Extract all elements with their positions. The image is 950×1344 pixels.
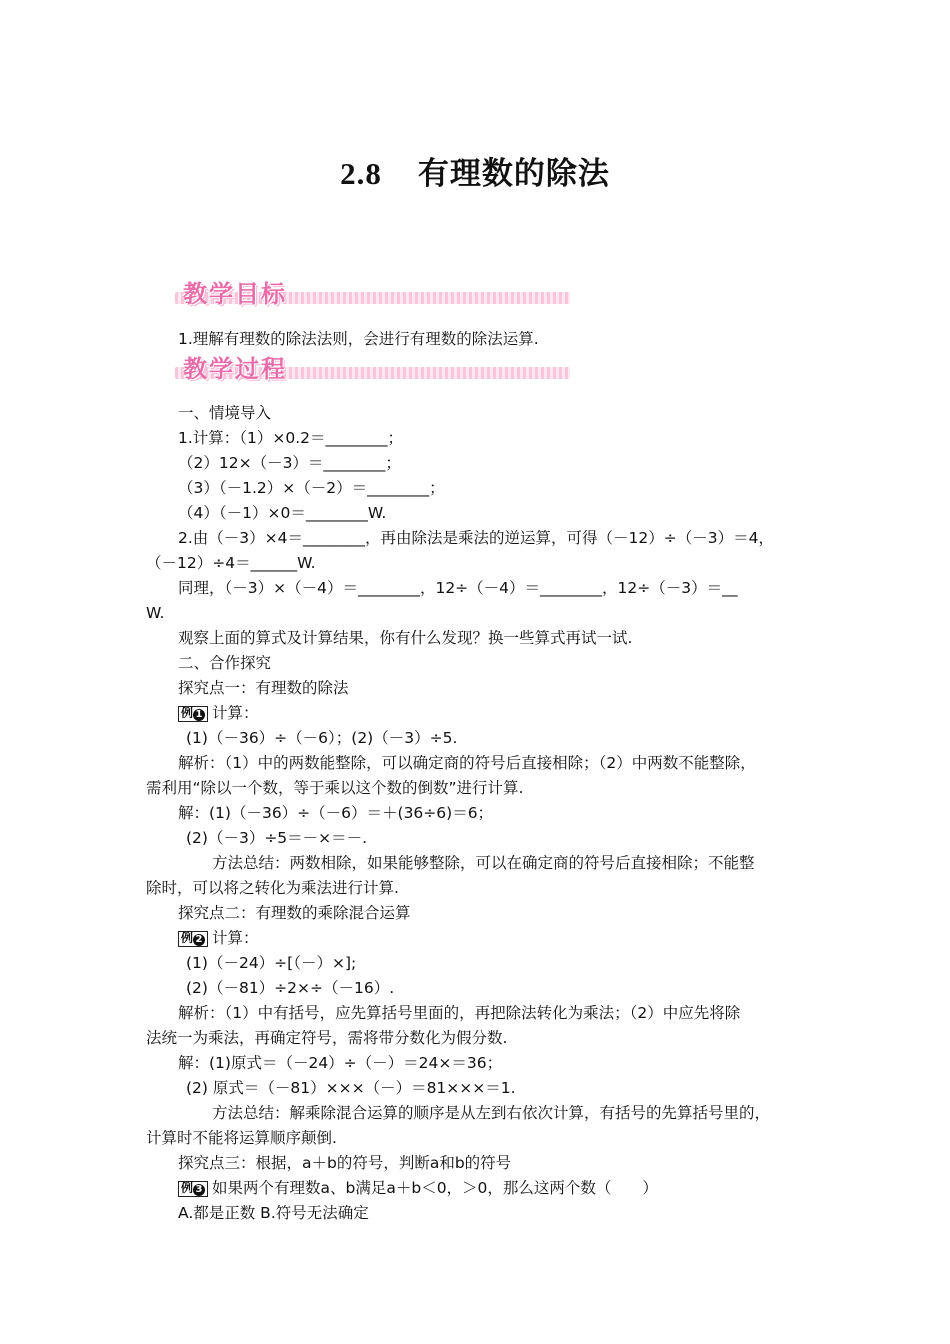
text-line: (2)（－3）÷5＝－×＝－.: [186, 829, 368, 847]
subheading: 探究点二：有理数的乘除混合运算: [178, 904, 411, 922]
text-line: (1)（－24）÷[（－）×];: [186, 954, 357, 972]
text-line: 计算时不能将运算顺序颠倒.: [146, 1129, 337, 1147]
section-heading: 一、情境导入: [178, 404, 272, 422]
text-line: （3）（－1.2）×（－2）＝________；: [178, 479, 445, 497]
text-line: 法统一为乘法，再确定符号，需将带分数化为假分数.: [146, 1029, 508, 1047]
text-line: 观察上面的算式及计算结果，你有什么发现？换一些算式再试一试.: [178, 629, 633, 647]
text-line: W.: [146, 604, 165, 622]
goals-banner: [175, 274, 570, 310]
text-line: （2）12×（－3）＝________；: [178, 454, 401, 472]
example-2-prompt: 例 2 计算：: [178, 928, 259, 948]
text-line: (2) 原式＝（－81）×××（－）＝81×××＝1.: [186, 1079, 516, 1097]
text-line: 同理，（－3）×（－4）＝________，12÷（－4）＝________，12÷（－3）＝__: [178, 579, 738, 597]
section-title: 有理数的除法: [417, 156, 610, 192]
section-number: 2.8: [340, 156, 382, 191]
page-title: [0, 148, 950, 193]
process-label: 教学过程: [183, 355, 287, 383]
text-line: 需利用“除以一个数，等于乘以这个数的倒数”进行计算.: [146, 779, 524, 797]
text-line: 解：(1)（－36）÷（－6）＝＋(36÷6)＝6；: [178, 804, 494, 822]
text-line: （－12）÷4＝______W.: [146, 554, 316, 572]
text-line: 方法总结：两数相除，如果能够整除，可以在确定商的符号后直接相除；不能整: [212, 854, 755, 872]
example-badge: 例 3: [178, 1181, 208, 1197]
goal-text: 1.理解有理数的除法法则，会进行有理数的除法运算.: [178, 330, 539, 348]
process-banner: [175, 349, 570, 385]
text-line: (1)（－36）÷（－6）；(2)（－3）÷5.: [186, 729, 458, 747]
example-1-prompt: 例 1 计算：: [178, 703, 259, 723]
goals-label: 教学目标: [183, 280, 287, 308]
text-line: 解析：（1）中的两数能整除，可以确定商的符号后直接相除；（2）中两数不能整除，: [178, 754, 756, 772]
example-3-prompt: 例 3 如果两个有理数a、b满足a＋b＜0，＞0，那么这两个数（ ）: [178, 1178, 658, 1198]
example-badge: 例 1: [178, 706, 208, 722]
subheading: 探究点三：根据，a＋b的符号，判断a和b的符号: [178, 1154, 512, 1172]
text-line: (2)（－81）÷2×÷（－16）.: [186, 979, 395, 997]
text-line: 解：(1)原式＝（－24）÷（－）＝24×＝36；: [178, 1054, 503, 1072]
text-line: （4）（－1）×0＝________W.: [178, 504, 387, 522]
example-badge: 例 2: [178, 931, 208, 947]
text-line: 解析：（1）中有括号，应先算括号里面的，再把除法转化为乘法；（2）中应先将除: [178, 1004, 741, 1022]
text-line: 1.计算：（1）×0.2＝________；: [178, 429, 404, 447]
subheading: 探究点一：有理数的除法: [178, 679, 349, 697]
text-line: 除时，可以将之转化为乘法进行计算.: [146, 879, 399, 897]
text-line: A.都是正数 B.符号无法确定: [178, 1204, 369, 1222]
text-line: 方法总结：解乘除混合运算的顺序是从左到右依次计算，有括号的先算括号里的，: [212, 1104, 771, 1122]
section-heading: 二、合作探究: [178, 654, 272, 672]
text-line: 2.由（－3）×4＝________，再由除法是乘法的逆运算，可得（－12）÷（－3）＝4，: [178, 529, 774, 547]
